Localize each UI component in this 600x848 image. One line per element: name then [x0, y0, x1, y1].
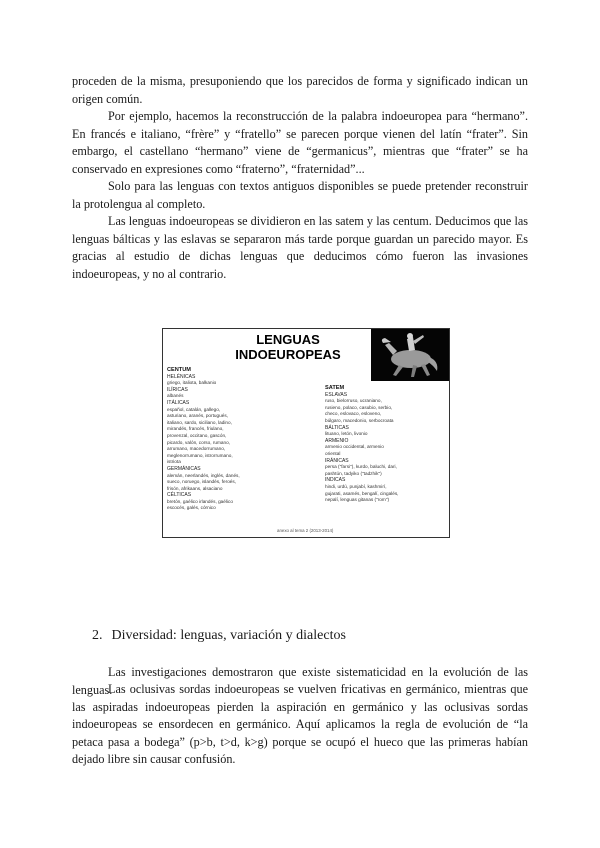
satem-line: BÁLTICAS: [325, 424, 349, 431]
figure-title-line-1: LENGUAS: [256, 332, 320, 347]
centum-line: istriota: [167, 459, 181, 465]
centum-line: meglenorrumano, istrorrumano,: [167, 452, 233, 458]
paragraph-6: Las oclusivas sordas indoeuropeas se vuelven fricativas en germánico, mientras que las aspiradas indoeuropeas pierden la aspiración en germánico y las oclusivas sordas indoeuropeas se ensordecen en germánico. Aquí aplicamos la regla de evolución de “la petaca pasa a bodega” (p>b, t>d, k>g) porque se ocupó el hueco que las primeras habían dejado libre sin causar confusión.: [72, 682, 528, 766]
satem-line: ESLAVAS: [325, 391, 348, 398]
satem-line: SATEM: [325, 385, 345, 391]
satem-line: hindi, urdú, punjabí, kashmirí,: [325, 483, 387, 489]
centum-line: albanés: [167, 393, 184, 399]
section-heading: [92, 628, 346, 644]
paragraph-4: Las lenguas indoeuropeas se dividieron en las satem y las centum. Deducimos que las lenguas bálticas y las eslavas se separaron más tarde porque guardan un parecido mayor. Es gracias al estudio de dichas lenguas que deducimos cómo fueron las invasiones indoeuropeas, y no al contrario.: [72, 214, 528, 281]
centum-line: italiano, sardo, siciliano, ladino,: [167, 419, 232, 425]
centum-column: [167, 367, 275, 512]
centum-line: asturiano, aranés, portugués,: [167, 413, 228, 419]
centum-line: CENTUM: [167, 367, 191, 373]
figure-title-line-2: INDOEUROPEAS: [235, 347, 341, 362]
satem-line: nepalí, lenguas gitanas ("rom"): [325, 497, 390, 503]
paragraph-5: Las investigaciones demostraron que existe sistematicidad en la evolución de las lenguas.: [72, 665, 528, 697]
centum-line: mirandés, francés, friulano,: [167, 426, 224, 432]
satem-line: ruso, bielorruso, ucraniano,: [325, 398, 382, 404]
centum-line: bretón, gaélico irlandés, gaélico: [167, 498, 233, 504]
centum-line: español, catalán, gallego,: [167, 406, 221, 412]
satem-column: [325, 385, 447, 504]
paragraph-3: Solo para las lenguas con textos antiguos disponibles se puede pretender reconstruir la protolengua al completo.: [72, 179, 528, 211]
centum-line: griego, italiota, balkanio: [167, 380, 217, 386]
satem-line: rusieno, polaco, casubio, serbio,: [325, 404, 393, 410]
horse-rider-relief-image: [371, 329, 449, 381]
satem-line: armenio occidental, armenio: [325, 444, 384, 450]
figure-credit: anexo al tema 2 (2013-2014): [277, 528, 334, 533]
centum-line: ITÁLICAS: [167, 399, 190, 406]
satem-line: lituano, letón, livonio: [325, 431, 368, 437]
centum-line: alemán, neerlandés, inglés, danés,: [167, 472, 240, 478]
centum-line: picardo, valón, corso, rumano,: [167, 439, 231, 445]
section-number: 2.: [92, 628, 103, 643]
satem-line: oriental: [325, 450, 341, 456]
section-title: Diversidad: lenguas, variación y dialectos: [111, 628, 346, 643]
satem-line: ARMENIO: [325, 437, 349, 444]
centum-line: sueco, noruego, islandés, feroés,: [167, 479, 237, 485]
satem-line: checo, eslovaco, esloveno,: [325, 411, 382, 417]
satem-line: INDICAS: [325, 477, 346, 484]
indoeuropean-languages-figure: [162, 328, 450, 538]
satem-line: IRÁNICAS: [325, 457, 349, 464]
centum-line: escocés, galés, córnico: [167, 505, 216, 511]
centum-line: GERMÁNICAS: [167, 465, 201, 472]
centum-line: frisón, afrikaans, alsaciano: [167, 485, 223, 491]
centum-line: ILÍRICAS: [167, 386, 188, 393]
paragraph-2: Por ejemplo, hacemos la reconstrucción de la palabra indoeuropea para “hermano”. En francés e italiano, “frère” y “fratello” se parecen porque vienen del latín “frater”. Sin embargo, el castellano “hermano” viene de “germanicus”, mientras que “frater” se ha conservado en expresiones como “fraterno”, “fraternidad”...: [72, 109, 528, 176]
satem-line: gujarati, asamés, bengalí, cingalés,: [325, 490, 399, 496]
paragraph-1: proceden de la misma, presuponiendo que los parecidos de forma y significado indican un origen común.: [72, 74, 528, 106]
centum-line: HELÉNICAS: [167, 373, 196, 380]
centum-line: arrumano, macedorrumano,: [167, 446, 226, 452]
centum-line: CÉLTICAS: [167, 492, 192, 499]
satem-line: búlgaro, macedonio, serbocroata: [325, 417, 394, 423]
centum-line: provenzal, occitano, gascón,: [167, 432, 227, 438]
satem-line: persa ("farsi"), kurdo, baluchi, dari,: [325, 464, 397, 470]
satem-line: pashtún, tadyiko ("tadzhik"): [325, 470, 382, 476]
